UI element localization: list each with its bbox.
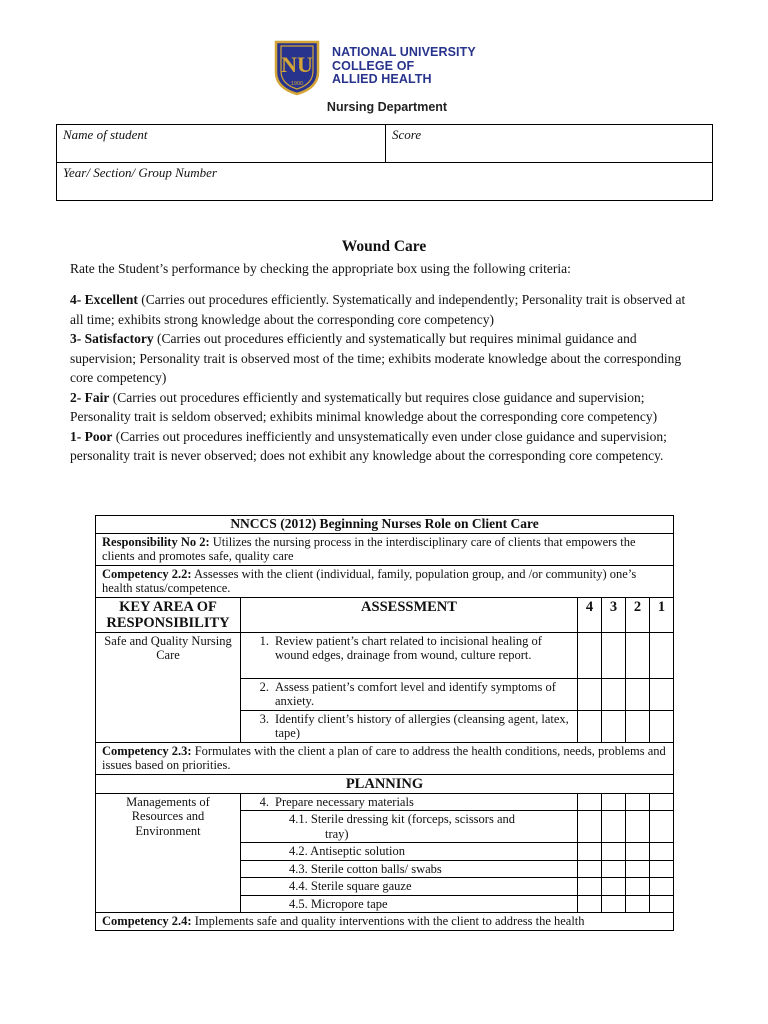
score-checkbox[interactable] bbox=[650, 678, 674, 710]
score-checkbox[interactable] bbox=[626, 678, 650, 710]
score-checkbox[interactable] bbox=[602, 843, 626, 861]
criteria-item: 4- Excellent (Carries out procedures efficiently. Systematically and independently; Personality trait is observed at all time; exhibits strong knowledge about the corresponding core competency) bbox=[70, 292, 686, 327]
score-checkbox[interactable] bbox=[578, 678, 602, 710]
name-of-student-field[interactable]: Name of student bbox=[57, 125, 386, 163]
svg-text:NU: NU bbox=[281, 52, 313, 77]
score-checkbox[interactable] bbox=[602, 878, 626, 896]
score-checkbox[interactable] bbox=[650, 895, 674, 913]
score-checkbox[interactable] bbox=[626, 710, 650, 742]
score-checkbox[interactable] bbox=[578, 860, 602, 878]
score-checkbox[interactable] bbox=[650, 632, 674, 678]
score-checkbox[interactable] bbox=[626, 632, 650, 678]
assessment-item: 1. Review patient’s chart related to incisional healing of wound edges, drainage from wound, culture report. bbox=[241, 632, 578, 678]
score-checkbox[interactable] bbox=[650, 878, 674, 896]
planning-subitem: 4.5. Micropore tape bbox=[241, 895, 578, 913]
key-area-cell: Managements of Resources and Environment bbox=[96, 793, 241, 913]
score-checkbox[interactable] bbox=[602, 710, 626, 742]
score-checkbox[interactable] bbox=[578, 632, 602, 678]
score-checkbox[interactable] bbox=[578, 895, 602, 913]
planning-item: 4. Prepare necessary materials bbox=[241, 793, 578, 811]
assessment-table bbox=[95, 515, 674, 931]
responsibility-row: Responsibility No 2: Utilizes the nursing process in the interdisciplinary care of clients that empowers the clients and promotes safe, quality care bbox=[96, 533, 674, 565]
score-checkbox[interactable] bbox=[626, 878, 650, 896]
col-key-area: KEY AREA OF RESPONSIBILITY bbox=[96, 597, 241, 632]
page-title: Wound Care bbox=[341, 238, 427, 255]
university-seal-icon bbox=[272, 38, 322, 96]
planning-subitem: 4.4. Sterile square gauze bbox=[241, 878, 578, 896]
score-checkbox[interactable] bbox=[578, 793, 602, 811]
score-checkbox[interactable] bbox=[650, 860, 674, 878]
score-checkbox[interactable] bbox=[602, 860, 626, 878]
score-checkbox[interactable] bbox=[626, 811, 650, 843]
score-checkbox[interactable] bbox=[626, 793, 650, 811]
planning-subitem: 4.1. Sterile dressing kit (forceps, scissors and tray) bbox=[241, 811, 578, 843]
score-checkbox[interactable] bbox=[602, 811, 626, 843]
assessment-item: 2. Assess patient’s comfort level and identify symptoms of anxiety. bbox=[241, 678, 578, 710]
col-score-1: 1 bbox=[650, 597, 674, 632]
department-name: Nursing Department bbox=[326, 100, 448, 114]
planning-heading: PLANNING bbox=[96, 774, 674, 793]
competency-2-4-row: Competency 2.4: Implements safe and quality interventions with the client to address the health bbox=[96, 913, 674, 931]
header-logo bbox=[272, 38, 502, 98]
student-info-table bbox=[56, 124, 713, 201]
score-field[interactable]: Score bbox=[386, 125, 713, 163]
score-checkbox[interactable] bbox=[626, 860, 650, 878]
org-name: NATIONAL UNIVERSITY COLLEGE OF ALLIED HEALTH bbox=[332, 45, 476, 86]
score-checkbox[interactable] bbox=[626, 895, 650, 913]
key-area-cell: Safe and Quality Nursing Care bbox=[96, 632, 241, 742]
criteria-item: 2- Fair (Carries out procedures efficiently and systematically but requires close guidance and supervision; Personality trait is seldom observed; exhibits minimal knowledge about the corresponding core competency) bbox=[70, 389, 658, 424]
score-checkbox[interactable] bbox=[578, 710, 602, 742]
table-heading: NNCCS (2012) Beginning Nurses Role on Client Care bbox=[96, 516, 674, 534]
criteria-item: 3- Satisfactory (Carries out procedures efficiently and systematically but requires minimal guidance and supervision; Personality trait is observed most of the time; exhibits moderate knowledge about the corresponding core competency) bbox=[70, 331, 682, 385]
planning-subitem: 4.3. Sterile cotton balls/ swabs bbox=[241, 860, 578, 878]
competency-2-2-row: Competency 2.2: Assesses with the client (individual, family, population group, and /or community) one’s health status/competence. bbox=[96, 565, 674, 597]
competency-2-3-row: Competency 2.3: Formulates with the client a plan of care to address the health conditions, needs, problems and issues based on priorities. bbox=[96, 742, 674, 774]
rating-criteria bbox=[70, 290, 700, 466]
score-checkbox[interactable] bbox=[626, 843, 650, 861]
score-checkbox[interactable] bbox=[650, 811, 674, 843]
col-score-3: 3 bbox=[602, 597, 626, 632]
score-checkbox[interactable] bbox=[650, 843, 674, 861]
svg-text:1900: 1900 bbox=[290, 81, 304, 87]
score-checkbox[interactable] bbox=[602, 793, 626, 811]
col-score-2: 2 bbox=[626, 597, 650, 632]
score-checkbox[interactable] bbox=[578, 811, 602, 843]
score-checkbox[interactable] bbox=[602, 895, 626, 913]
intro-text: Rate the Student’s performance by checking the appropriate box using the following criteria: bbox=[70, 261, 571, 276]
year-section-group-field[interactable]: Year/ Section/ Group Number bbox=[57, 163, 713, 201]
planning-subitem: 4.2. Antiseptic solution bbox=[241, 843, 578, 861]
score-checkbox[interactable] bbox=[650, 710, 674, 742]
col-score-4: 4 bbox=[578, 597, 602, 632]
score-checkbox[interactable] bbox=[578, 843, 602, 861]
assessment-item: 3. Identify client’s history of allergies (cleansing agent, latex, tape) bbox=[241, 710, 578, 742]
score-checkbox[interactable] bbox=[602, 678, 626, 710]
criteria-item: 1- Poor (Carries out procedures inefficiently and unsystematically even under close guidance and supervision; personality trait is never observed; does not exhibit any knowledge about the corresponding core competency. bbox=[70, 428, 667, 463]
score-checkbox[interactable] bbox=[602, 632, 626, 678]
score-checkbox[interactable] bbox=[578, 878, 602, 896]
col-assessment: ASSESSMENT bbox=[241, 597, 578, 632]
score-checkbox[interactable] bbox=[650, 793, 674, 811]
